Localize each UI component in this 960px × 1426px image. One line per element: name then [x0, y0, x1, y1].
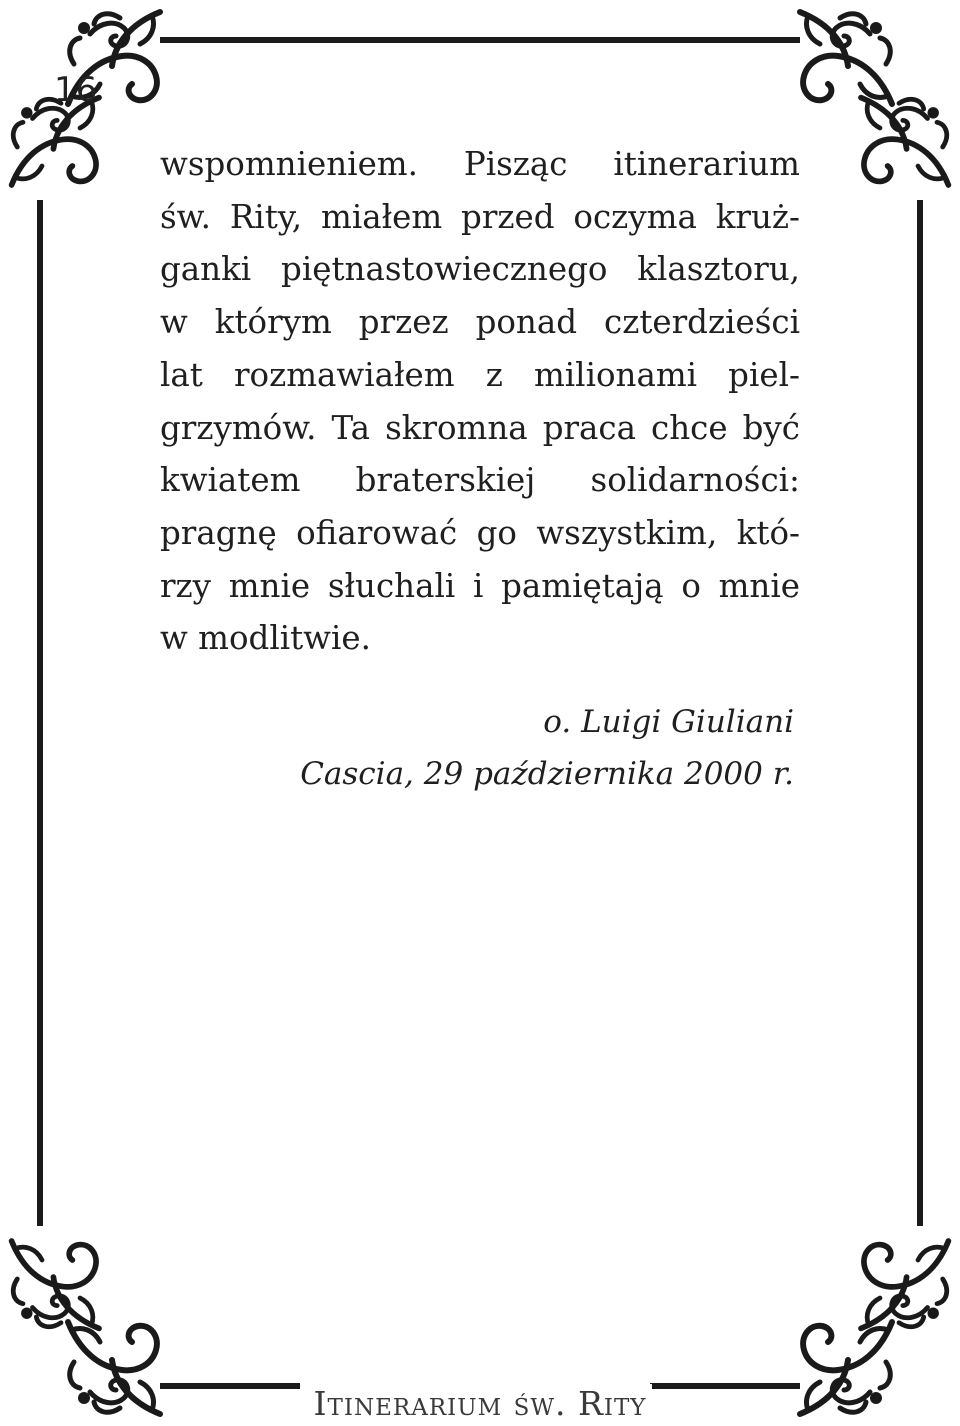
text-line: w którym przez ponad czterdzieści: [160, 303, 800, 342]
text-line: kwiatem braterskiej solidarności:: [160, 461, 800, 500]
running-footer-title: Itinerarium św. Rity: [308, 1384, 653, 1424]
signature-block: [300, 696, 794, 800]
flourish-ornament-icon: [12, 1241, 99, 1328]
text-line: ganki piętnastowiecznego klasztoru,: [160, 250, 800, 289]
flourish-ornament-icon: [861, 1241, 948, 1328]
flourish-ornament-icon: [800, 12, 892, 104]
text-line: rzy mnie słuchali i pamiętają o mnie: [160, 566, 800, 605]
flourish-ornament-icon: [12, 98, 99, 185]
text-line: św. Rity, miałem przed oczyma kruż-: [160, 197, 800, 236]
text-line: wspomnieniem. Pisząc itinerarium: [160, 145, 800, 183]
text-line: w modlitwie.: [160, 619, 371, 658]
page-number: 16: [54, 70, 98, 110]
flourish-ornament-icon: [861, 98, 948, 185]
signature-place-date: Cascia, 29 października 2000 r.: [300, 756, 794, 792]
body-paragraph: [160, 138, 800, 665]
signature-author: o. Luigi Giuliani: [543, 704, 794, 740]
text-line: lat rozmawiałem z milionami piel-: [160, 355, 800, 394]
running-footer: [0, 1384, 960, 1424]
text-line: pragnę ofiarować go wszystkim, któ-: [160, 513, 800, 552]
text-line: grzymów. Ta skromna praca chce być: [160, 408, 800, 447]
